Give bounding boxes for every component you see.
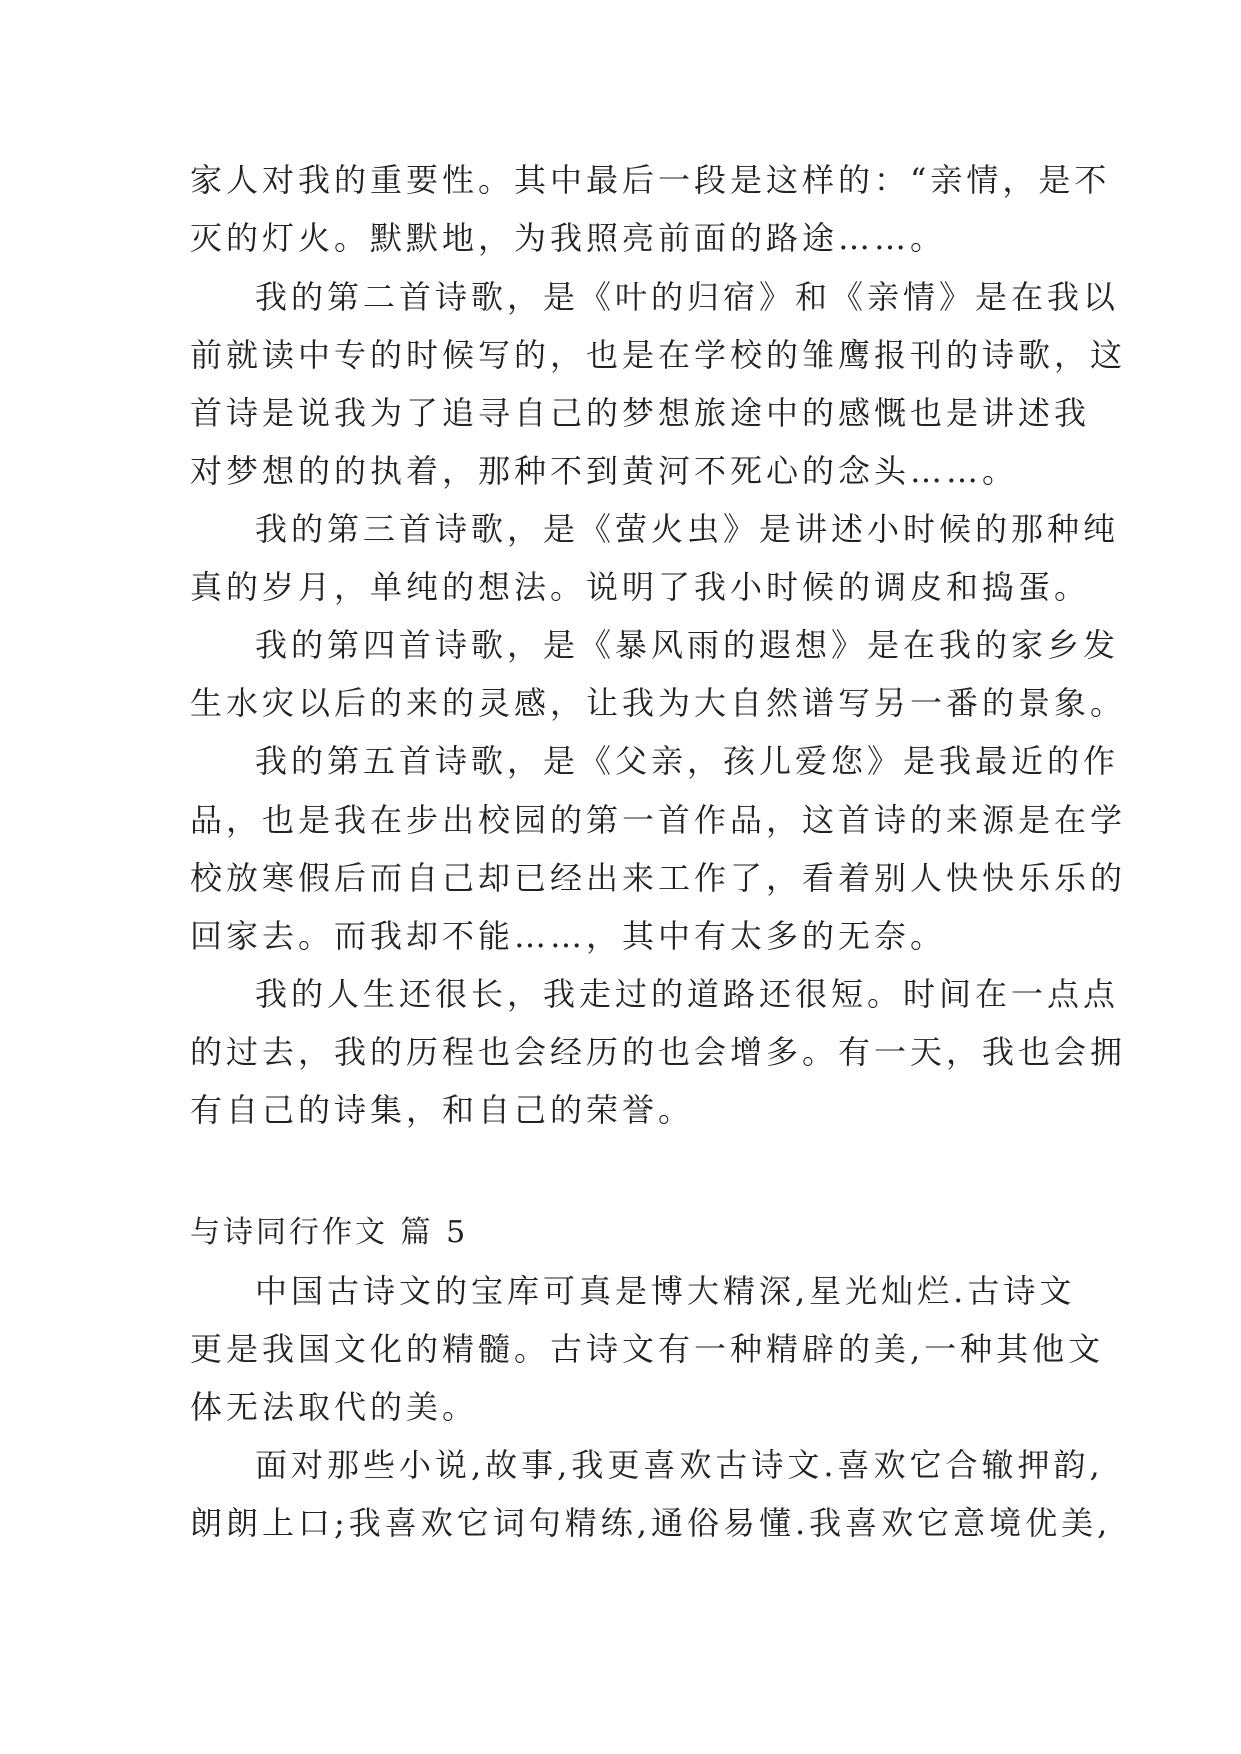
text-line: 首诗是说我为了追寻自己的梦想旅途中的感慨也是讲述我: [190, 394, 1091, 432]
text-line: 灭的灯火。默默地，为我照亮前面的路途……。: [190, 219, 947, 257]
text-line: 的过去，我的历程也会经历的也会增多。有一天，我也会拥: [190, 1033, 1127, 1071]
section-heading: 与诗同行作文 篇 5: [190, 1215, 469, 1250]
text-line: 我的第四首诗歌，是《暴风雨的遐想》是在我的家乡发: [255, 626, 1120, 664]
text-line: 我的第五首诗歌，是《父亲，孩儿爱您》是我最近的作: [255, 742, 1120, 780]
text-line: 我的第三首诗歌，是《萤火虫》是讲述小时候的那种纯: [255, 510, 1120, 548]
text-line: 我的第二首诗歌，是《叶的归宿》和《亲情》是在我以: [255, 278, 1120, 316]
text-line: 面对那些小说,故事,我更喜欢古诗文.喜欢它合辙押韵,: [255, 1446, 1104, 1484]
text-line: 品，也是我在步出校园的第一首作品，这首诗的来源是在学: [190, 801, 1127, 839]
text-line: 真的岁月，单纯的想法。说明了我小时候的调皮和捣蛋。: [190, 568, 1091, 606]
text-line: 更是我国文化的精髓。古诗文有一种精辟的美,一种其他文: [190, 1330, 1105, 1368]
text-line: 回家去。而我却不能……，其中有太多的无奈。: [190, 917, 947, 955]
text-line: 校放寒假后而自己却已经出来工作了，看着别人快快乐乐的: [190, 859, 1127, 897]
text-line: 中国古诗文的宝库可真是博大精深,星光灿烂.古诗文: [255, 1272, 1076, 1310]
text-line: 家人对我的重要性。其中最后一段是这样的：“亲情，是不: [190, 161, 1111, 199]
text-line: 生水灾以后的来的灵感，让我为大自然谱写另一番的景象。: [190, 684, 1127, 722]
text-line: 朗朗上口;我喜欢它词句精练,通俗易懂.我喜欢它意境优美,: [190, 1504, 1112, 1542]
text-line: 体无法取代的美。: [190, 1388, 479, 1426]
text-line: 我的人生还很长，我走过的道路还很短。时间在一点点: [255, 975, 1120, 1013]
text-line: 有自己的诗集，和自己的荣誉。: [190, 1091, 695, 1129]
text-line: 前就读中专的时候写的，也是在学校的雏鹰报刊的诗歌，这: [190, 336, 1127, 374]
text-line: 对梦想的的执着，那种不到黄河不死心的念头……。: [190, 452, 1019, 490]
